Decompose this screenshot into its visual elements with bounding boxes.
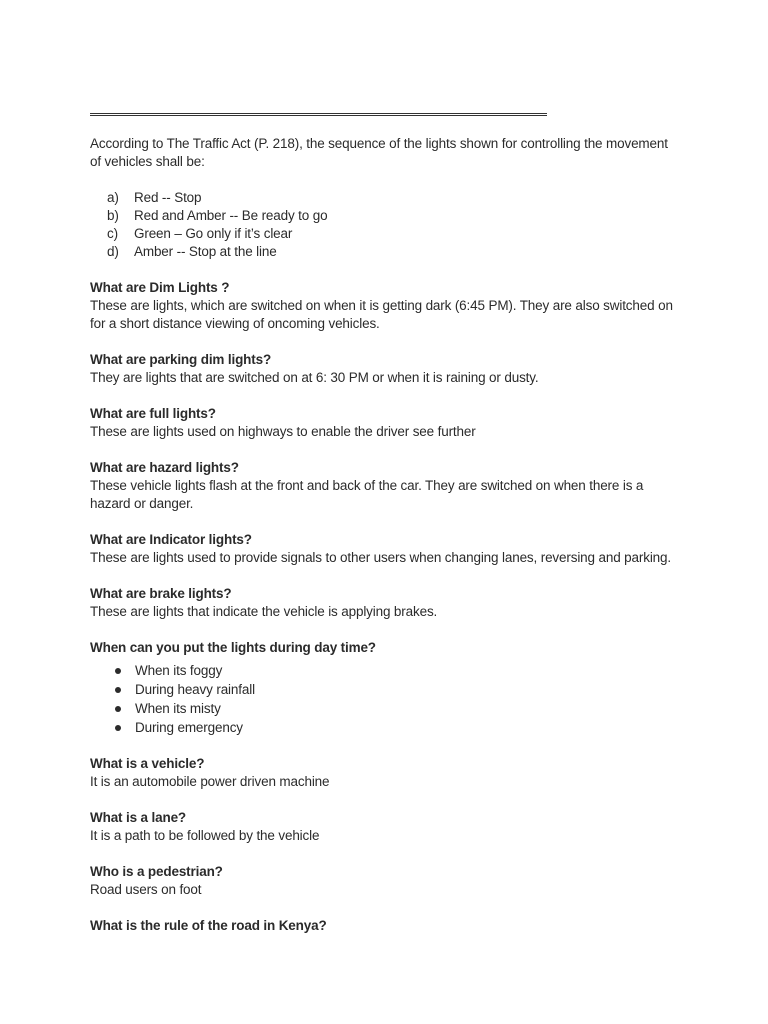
answer-text: It is an automobile power driven machine	[90, 774, 330, 789]
bullet-icon	[115, 687, 121, 693]
list-item	[90, 225, 680, 243]
qa-lane	[90, 809, 680, 845]
list-item	[90, 718, 680, 737]
qa-hazard-lights	[90, 459, 680, 513]
bullet-icon	[115, 725, 121, 731]
list-item	[90, 207, 680, 225]
question-heading: What are parking dim lights?	[90, 352, 272, 367]
list-item-text: During heavy rainfall	[135, 681, 255, 697]
question-heading: What are hazard lights?	[90, 460, 239, 475]
list-marker: b)	[107, 208, 119, 223]
document-body	[90, 135, 680, 953]
question-heading: Who is a pedestrian?	[90, 864, 223, 879]
list-item	[90, 661, 680, 680]
qa-full-lights	[90, 405, 680, 441]
list-item	[90, 699, 680, 718]
list-item-text: Red -- Stop	[134, 190, 202, 205]
qa-rule-of-road	[90, 917, 680, 935]
qa-parking-dim-lights	[90, 351, 680, 387]
list-item	[90, 189, 680, 207]
list-item-text: During emergency	[135, 719, 243, 735]
question-heading: What are full lights?	[90, 406, 216, 421]
intro-paragraph: According to The Traffic Act (P. 218), the sequence of the lights shown for controlling the movement of vehicles shall be:	[90, 136, 668, 169]
bullet-icon	[115, 668, 121, 674]
qa-vehicle	[90, 755, 680, 791]
list-item-text: When its foggy	[135, 662, 223, 678]
question-heading: What are Dim Lights ?	[90, 280, 230, 295]
qa-dim-lights	[90, 279, 680, 333]
daytime-conditions-list	[90, 661, 680, 737]
list-item-text: Red and Amber -- Be ready to go	[134, 208, 328, 223]
list-item-text: Amber -- Stop at the line	[134, 244, 277, 259]
bullet-icon	[115, 706, 121, 712]
answer-text: It is a path to be followed by the vehicle	[90, 828, 320, 843]
answer-text: Road users on foot	[90, 882, 202, 897]
question-heading: What is the rule of the road in Kenya?	[90, 918, 327, 933]
qa-daytime-lights	[90, 639, 680, 657]
answer-text: These are lights that indicate the vehicle is applying brakes.	[90, 604, 438, 619]
list-item	[90, 680, 680, 699]
question-heading: What are brake lights?	[90, 586, 232, 601]
qa-brake-lights	[90, 585, 680, 621]
list-item-text: Green – Go only if it’s clear	[134, 226, 293, 241]
question-heading: What is a vehicle?	[90, 756, 205, 771]
answer-text: These are lights used to provide signals to other users when changing lanes, reversing and parking.	[90, 550, 672, 565]
list-item	[90, 243, 680, 261]
answer-text: They are lights that are switched on at 6: 30 PM or when it is raining or dusty.	[90, 370, 539, 385]
answer-text: These are lights used on highways to enable the driver see further	[90, 424, 476, 439]
question-heading: What is a lane?	[90, 810, 187, 825]
list-marker: d)	[107, 244, 119, 259]
qa-indicator-lights	[90, 531, 680, 567]
list-item-text: When its misty	[135, 700, 221, 716]
answer-text: These are lights, which are switched on when it is getting dark (6:45 PM). They are also switched on for a short distance viewing of oncoming vehicles.	[90, 298, 673, 331]
light-sequence-list	[90, 189, 680, 261]
list-marker: c)	[107, 226, 118, 241]
qa-pedestrian	[90, 863, 680, 899]
question-heading: When can you put the lights during day time?	[90, 640, 376, 655]
header-double-rule	[90, 113, 547, 116]
list-marker: a)	[107, 190, 119, 205]
question-heading: What are Indicator lights?	[90, 532, 252, 547]
answer-text: These vehicle lights flash at the front and back of the car. They are switched on when there is a hazard or danger.	[90, 478, 644, 511]
